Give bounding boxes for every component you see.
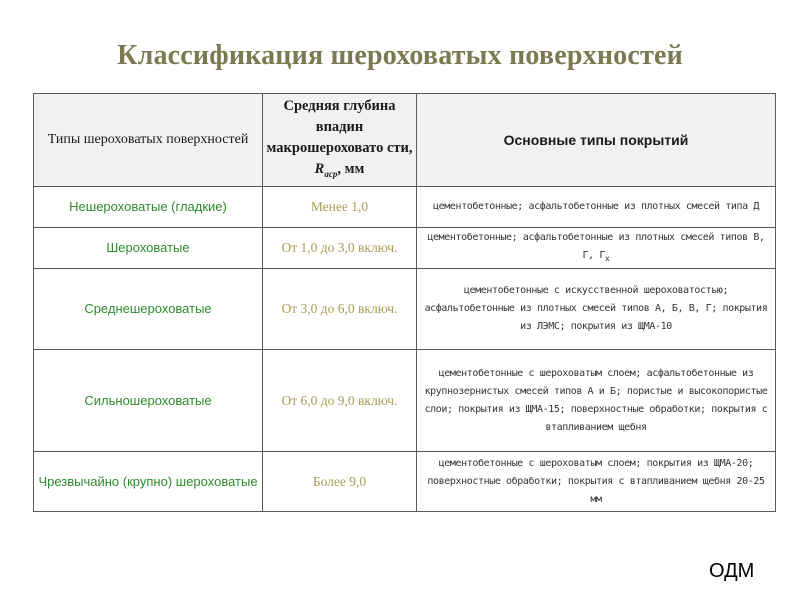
header-depth-symbol: R xyxy=(314,160,325,177)
depth-cell: Более 9,0 xyxy=(263,452,417,512)
surface-type-cell: Сильношероховатые xyxy=(34,350,263,452)
coverage-text: цементобетонные; асфальтобетонные из плотных смесей типов В, Г, Г xyxy=(427,231,765,261)
footer-label: ОДМ xyxy=(709,560,755,582)
coverage-cell: цементобетонные с шероховатым слоем; асфальтобетонные из крупнозернистых смесей типов А и Б; пористые и высокопористые слои; покрытия из ЩМА-15; поверхностные обработки; покрытия с втапливанием щебня xyxy=(417,350,776,452)
header-depth-unit: , мм xyxy=(337,160,365,177)
surface-type-cell: Среднешероховатые xyxy=(34,269,263,350)
header-surface-types: Типы шероховатых поверхностей xyxy=(34,94,263,187)
header-coverage-types: Основные типы покрытий xyxy=(417,94,776,187)
coverage-subscript: х xyxy=(605,253,610,263)
header-depth xyxy=(263,94,417,187)
table-header-row xyxy=(34,94,776,187)
page-title: Классификация шероховатых поверхностей xyxy=(117,40,683,71)
depth-cell: От 6,0 до 9,0 включ. xyxy=(263,350,417,452)
table-row xyxy=(34,269,776,350)
surface-type-cell: Чрезвычайно (крупно) шероховатые xyxy=(34,452,263,512)
header-depth-subscript: аср xyxy=(324,168,338,179)
table-row xyxy=(34,350,776,452)
classification-table xyxy=(33,93,776,512)
header-depth-text: Средняя глубина впадин макрошероховато сти, xyxy=(266,97,413,156)
coverage-cell: цементобетонные с искусственной шероховатостью; асфальтобетонные из плотных смесей типов А, Б, В, Г; покрытия из ЛЭМС; покрытия из ЩМА-10 xyxy=(417,269,776,350)
depth-cell: От 3,0 до 6,0 включ. xyxy=(263,269,417,350)
coverage-cell: цементобетонные с шероховатым слоем; покрытия из ЩМА-20; поверхностные обработки; покрытия с втапливанием щебня 20-25 мм xyxy=(417,452,776,512)
surface-type-cell: Шероховатые xyxy=(34,228,263,269)
depth-cell: Менее 1,0 xyxy=(263,187,417,228)
coverage-cell xyxy=(417,228,776,269)
table-row xyxy=(34,452,776,512)
coverage-cell: цементобетонные; асфальтобетонные из плотных смесей типа Д xyxy=(417,187,776,228)
surface-type-cell: Нешероховатые (гладкие) xyxy=(34,187,263,228)
depth-cell: От 1,0 до 3,0 включ. xyxy=(263,228,417,269)
table-row xyxy=(34,187,776,228)
table-row xyxy=(34,228,776,269)
